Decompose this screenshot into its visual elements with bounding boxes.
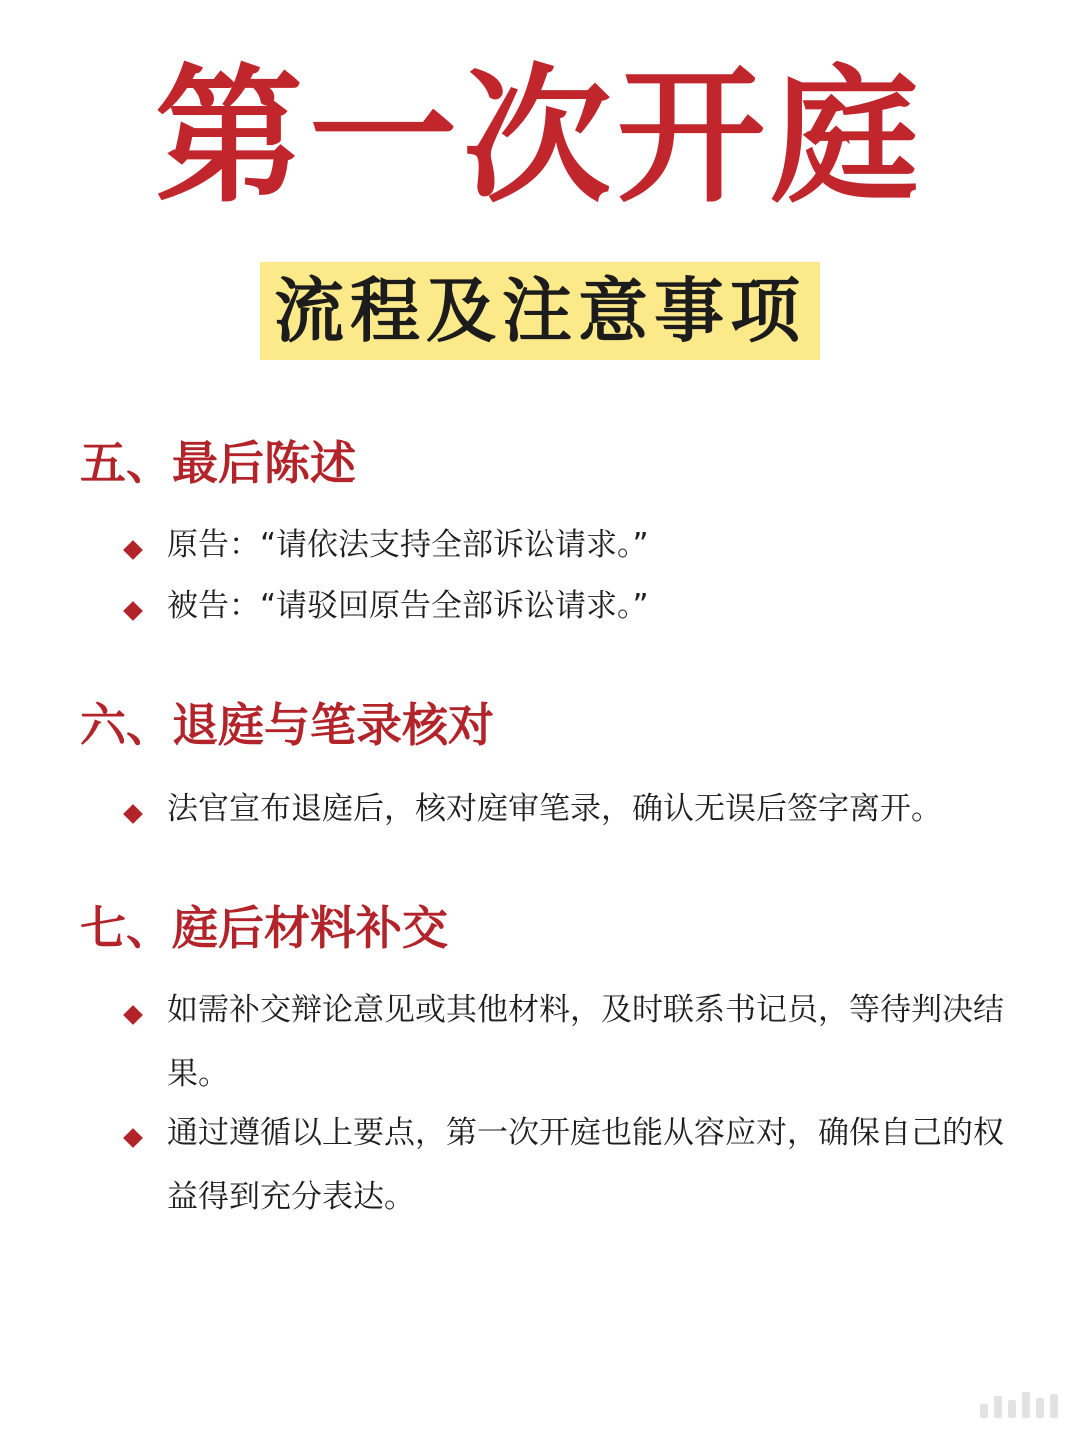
page-title: 第一次开庭 — [155, 51, 925, 223]
list-item-text: 法官宣布退庭后，核对庭审笔录，确认无误后签字离开。 — [167, 791, 942, 827]
list-item-text: 通过遵循以上要点，第一次开庭也能从容应对，确保自己的权益得到充分表达。 — [167, 1115, 1004, 1215]
diamond-bullet-icon — [123, 601, 143, 621]
watermark-logo-icon — [980, 1392, 1058, 1418]
section-heading: 七、庭后材料补交 — [80, 901, 448, 955]
subtitle-container — [0, 262, 1080, 360]
section-heading: 六、退庭与笔录核对 — [80, 698, 494, 752]
diamond-bullet-icon — [123, 1005, 143, 1025]
list-item-text: 原告：“请依法支持全部诉讼请求。” — [167, 527, 649, 563]
diamond-bullet-icon — [123, 540, 143, 560]
page-subtitle: 流程及注意事项 — [260, 262, 820, 360]
diamond-bullet-icon — [123, 804, 143, 824]
diamond-bullet-icon — [123, 1128, 143, 1148]
list-item-text: 如需补交辩论意见或其他材料，及时联系书记员，等待判决结果。 — [167, 992, 1004, 1092]
section-heading: 五、最后陈述 — [80, 436, 356, 490]
list-item-text: 被告：“请驳回原告全部诉讼请求。” — [167, 588, 649, 624]
